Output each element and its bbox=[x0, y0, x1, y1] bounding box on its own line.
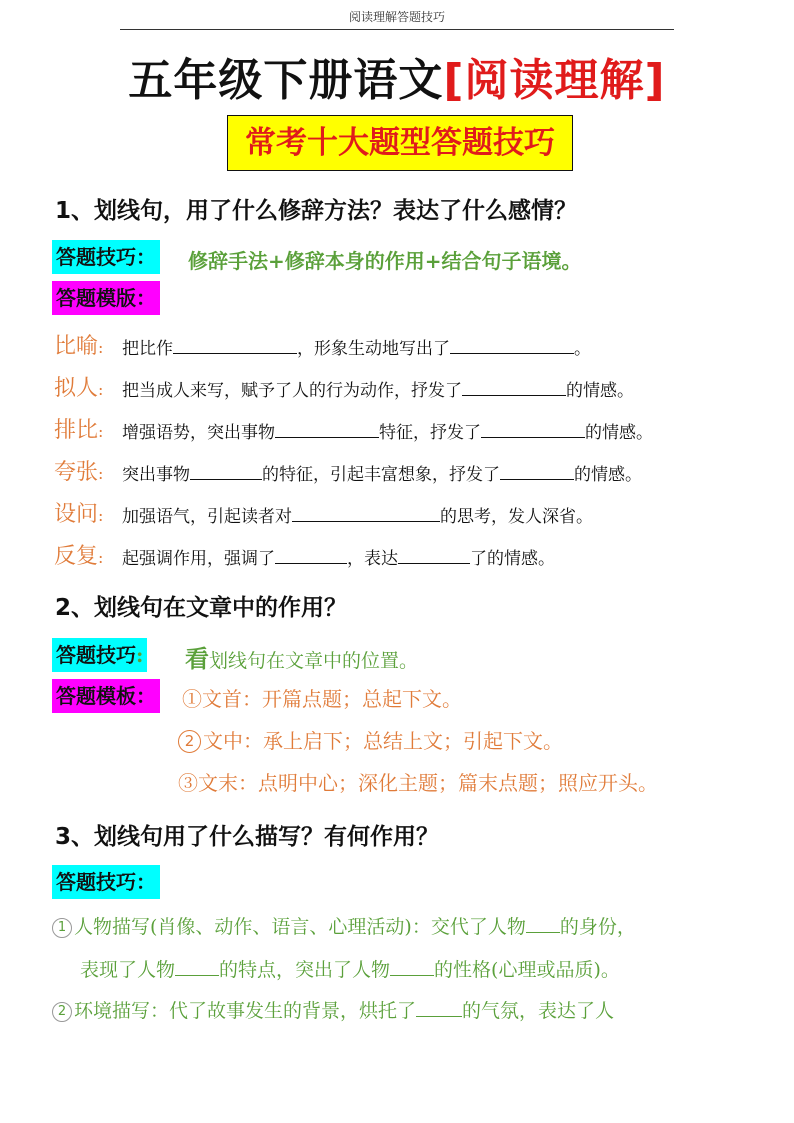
title-highlight: [阅读理解] bbox=[443, 55, 666, 106]
description-line-2: 表现了人物 的特点，突出了人物 的性格(心理或品质)。 bbox=[80, 959, 620, 981]
desc-personification: 把当成人来写，赋予了人的行为动作，抒发了 的情感。 bbox=[122, 381, 634, 401]
term-rhetorical-question: 设问: bbox=[54, 502, 104, 527]
question-2: 2、划线句在文章中的作用？ bbox=[55, 595, 348, 621]
template-label-2: 答题模板： bbox=[52, 679, 160, 713]
page-header: 阅读理解答题技巧 bbox=[120, 8, 674, 30]
desc-rhetorical-question: 加强语气，引起读者对 的思考，发人深省。 bbox=[122, 507, 593, 527]
tip-text-1: 修辞手法+修辞本身的作用+结合句子语境。 bbox=[188, 249, 582, 273]
title-main: 五年级下册语文 bbox=[128, 55, 444, 106]
desc-metaphor: 把比作 ，形象生动地写出了 。 bbox=[122, 339, 591, 359]
desc-parallelism: 增强语势，突出事物 特征，抒发了 的情感。 bbox=[122, 423, 653, 443]
question-3: 3、划线句用了什么描写？有何作用？ bbox=[55, 824, 440, 850]
subtitle-box: 常考十大题型答题技巧 bbox=[227, 115, 573, 171]
description-line-1: 1 人物描写(肖像、动作、语言、心理活动)：交代了人物 的身份， bbox=[52, 912, 636, 939]
position-line-3: ③文末：点明中心；深化主题；篇末点题；照应开头。 bbox=[178, 771, 658, 795]
term-repetition: 反复: bbox=[54, 544, 104, 569]
term-hyperbole: 夸张: bbox=[54, 460, 104, 485]
question-1: 1、划线句，用了什么修辞方法？表达了什么感情？ bbox=[55, 198, 578, 224]
page-title bbox=[0, 44, 794, 108]
tip-label-3: 答题技巧： bbox=[52, 865, 160, 899]
position-line-2: 2 文中：承上启下；总结上文；引起下文。 bbox=[178, 725, 563, 754]
desc-repetition: 起强调作用，强调了 ，表达 了的情感。 bbox=[122, 549, 555, 569]
term-parallelism: 排比: bbox=[54, 418, 104, 443]
description-line-3: 2 环境描写：代了故事发生的背景，烘托了 的气氛，表达了人 bbox=[52, 996, 614, 1023]
template-label-1: 答题模版： bbox=[52, 281, 160, 315]
tip-label-2: 答题技巧: bbox=[52, 638, 147, 672]
tip-label-1: 答题技巧： bbox=[52, 240, 160, 274]
tip-text-2: 看划线句在文章中的位置。 bbox=[185, 644, 419, 673]
desc-hyperbole: 突出事物 的特征，引起丰富想象，抒发了 的情感。 bbox=[122, 465, 642, 485]
position-line-1: ①文首：开篇点题；总起下文。 bbox=[182, 687, 462, 711]
term-personification: 拟人: bbox=[54, 376, 104, 401]
term-metaphor: 比喻: bbox=[54, 334, 104, 359]
